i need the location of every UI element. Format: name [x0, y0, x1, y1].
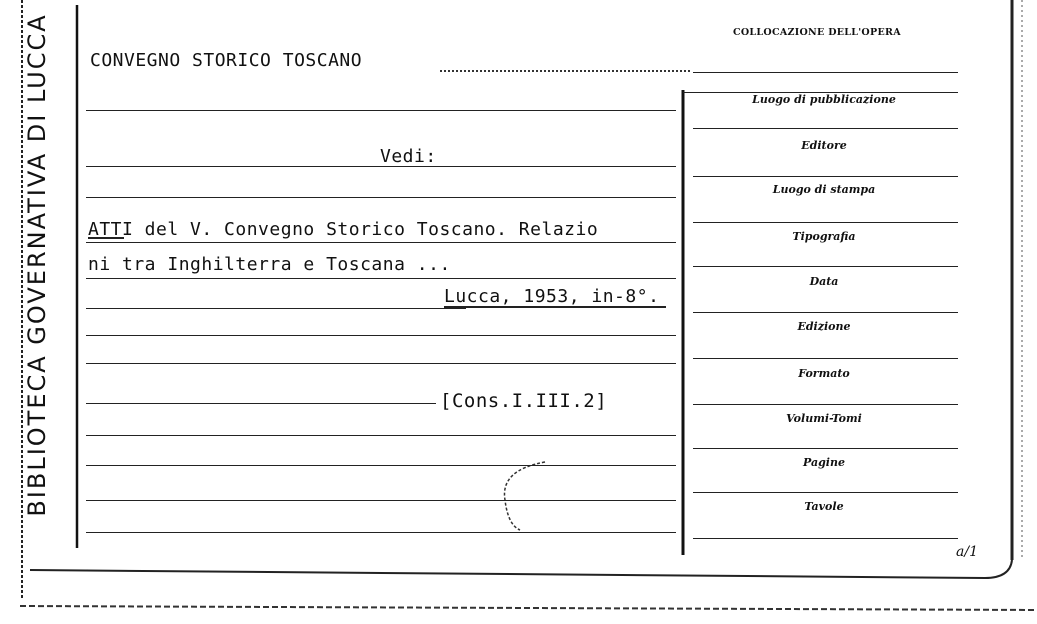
rule	[86, 435, 676, 436]
rule	[693, 404, 958, 405]
imprint-underline	[444, 306, 666, 308]
title-underline	[88, 237, 124, 239]
field-luogo-pubblicazione: Luogo di pubblicazione	[752, 93, 896, 106]
rule	[693, 538, 958, 539]
rule	[86, 242, 676, 243]
library-name: BIBLIOTECA GOVERNATIVA DI LUCCA	[23, 13, 51, 517]
rule	[86, 532, 676, 533]
title-line-1: ATTI del V. Convegno Storico Toscano. Relazio	[88, 219, 599, 240]
collocation-header: COLLOCAZIONE DELL'OPERA	[733, 27, 901, 38]
rule	[693, 492, 958, 493]
rule	[693, 266, 958, 267]
dotted-leader	[440, 70, 690, 72]
field-volumi-tomi: Volumi-Tomi	[786, 412, 862, 425]
imprint: Lucca, 1953, in-8°.	[444, 286, 660, 307]
see-reference: Vedi:	[380, 146, 437, 167]
rule	[86, 110, 676, 111]
rule	[86, 500, 676, 501]
rule	[693, 222, 958, 223]
field-editore: Editore	[801, 139, 847, 152]
rule	[86, 465, 676, 466]
rule	[693, 72, 958, 73]
rule	[693, 176, 958, 177]
field-formato: Formato	[798, 367, 850, 380]
library-strip	[8, 0, 66, 580]
rule	[693, 128, 958, 129]
rule	[86, 403, 436, 404]
entry-heading: CONVEGNO STORICO TOSCANO	[90, 50, 363, 71]
rule	[86, 363, 676, 364]
field-tavole: Tavole	[804, 500, 844, 513]
rule	[693, 312, 958, 313]
field-pagine: Pagine	[803, 456, 845, 469]
field-data: Data	[809, 275, 839, 288]
title-line-2: ni tra Inghilterra e Toscana ...	[88, 254, 451, 275]
rule	[86, 308, 466, 309]
field-edizione: Edizione	[797, 320, 851, 333]
rule	[693, 358, 958, 359]
rule	[86, 278, 676, 279]
rule	[86, 197, 676, 198]
stamp-arc	[505, 462, 546, 530]
field-tipografia: Tipografia	[792, 230, 856, 243]
field-luogo-stampa: Luogo di stampa	[772, 183, 876, 196]
rule	[693, 448, 958, 449]
rule	[86, 335, 676, 336]
shelfmark: [Cons.I.III.2]	[440, 390, 608, 412]
marginal-mark: a/1	[956, 544, 978, 560]
